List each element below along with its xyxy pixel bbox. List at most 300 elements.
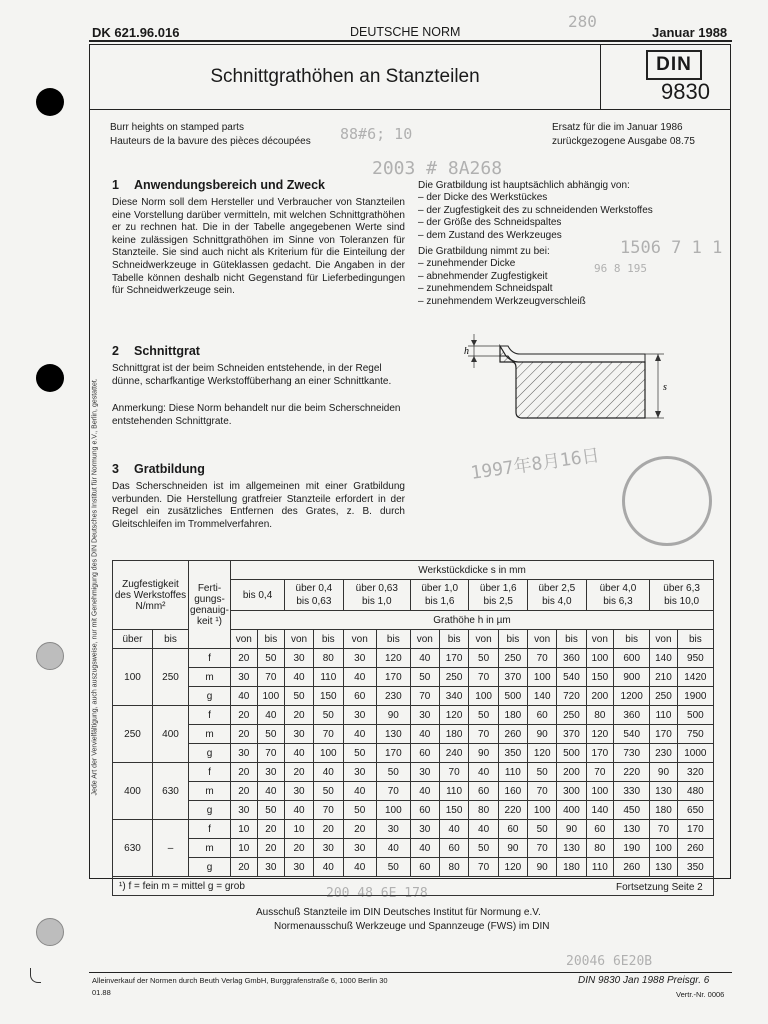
burr-value: 500	[677, 706, 713, 725]
table-row	[113, 858, 714, 877]
burr-value: 30	[285, 858, 314, 877]
workpiece-section	[500, 346, 645, 418]
burr-value: 180	[650, 801, 677, 820]
burr-value: 70	[257, 744, 284, 763]
table-footnote: ¹) f = fein m = mittel g = grob	[113, 877, 714, 896]
header-von: von	[231, 630, 258, 649]
strength-to: 630	[153, 763, 189, 820]
burr-value: 70	[376, 782, 410, 801]
list-item: – der Größe des Schneidspaltes	[418, 217, 653, 230]
list-item: – der Zugfestigkeit des zu schneidenden Werkstoffes	[418, 205, 653, 218]
burr-value: 50	[469, 706, 498, 725]
burr-value: 540	[557, 668, 586, 687]
table-row	[113, 763, 714, 782]
burr-value: 20	[231, 763, 258, 782]
burr-value: 120	[498, 858, 527, 877]
burr-value: 40	[343, 725, 376, 744]
table-row	[113, 725, 714, 744]
burr-value: 20	[285, 763, 314, 782]
burr-value: 730	[614, 744, 650, 763]
header-bis: bis	[557, 630, 586, 649]
section-2-heading	[112, 344, 200, 358]
issue-date: Januar 1988	[652, 25, 728, 40]
thickness-range-to: bis 6,3	[603, 596, 633, 607]
section-2-note: Anmerkung: Diese Norm behandelt nur die beim Scherschneiden entstehenden Schnittgrate.	[112, 403, 401, 427]
round-seal-stamp	[622, 456, 712, 546]
burr-value: 320	[677, 763, 713, 782]
accuracy-grade: f	[189, 649, 231, 668]
burr-arrow-up	[471, 356, 477, 362]
burr-value: 330	[614, 782, 650, 801]
burr-value: 1900	[677, 687, 713, 706]
burr-value: 50	[257, 649, 284, 668]
increase-list	[418, 258, 586, 308]
strength-to: 250	[153, 649, 189, 706]
burr-value: 110	[650, 706, 677, 725]
thickness-range-to: bis 2,5	[483, 596, 513, 607]
burr-value: 50	[313, 782, 343, 801]
section-3-heading	[112, 462, 205, 476]
burr-value: 900	[614, 668, 650, 687]
section-1-text: Diese Norm soll dem Hersteller und Verbraucher von Stanzteilen eine Vorstellung darüber vermitteln, mit welchen Schnittgrathöhen er zu rechnen hat. Die in der Tabelle angegebenen Werte sind keine zulässigen Schnittgrathöhen im Sinne von Toleranzen für Stanzteile. Sie sind auch nicht als Kriterium für die Einteilung der Schneidwerkzeuge in Güteklassen gedacht. Die Angaben in der Tabelle können deshalb nicht Gegenstand für Lieferbedingungen für Schneidwerkzeuge sein.	[112, 197, 405, 297]
burr-value: 260	[614, 858, 650, 877]
burr-value: 950	[677, 649, 713, 668]
burr-value: 50	[376, 763, 410, 782]
burr-value: 50	[343, 744, 376, 763]
footer-date-code: 01.88	[92, 988, 111, 997]
burr-value: 50	[469, 839, 498, 858]
burr-value: 10	[285, 820, 314, 839]
burr-value: 20	[257, 839, 284, 858]
punch-hole-3	[36, 642, 64, 670]
burr-value: 100	[528, 801, 557, 820]
burr-value: 40	[343, 782, 376, 801]
burr-value: 40	[285, 668, 314, 687]
burr-value: 90	[528, 858, 557, 877]
burr-value: 30	[343, 649, 376, 668]
burr-value: 100	[650, 839, 677, 858]
burr-value: 30	[257, 763, 284, 782]
burr-value: 1200	[614, 687, 650, 706]
burr-value: 40	[285, 801, 314, 820]
burr-value: 30	[285, 782, 314, 801]
burr-value: 40	[313, 858, 343, 877]
header-von: von	[343, 630, 376, 649]
replacement-note-2: zurückgezogene Ausgabe 08.75	[552, 136, 695, 147]
header-von: von	[528, 630, 557, 649]
burr-value: 130	[650, 782, 677, 801]
received-stamp-1: 2003 # 8A268	[372, 158, 503, 179]
table-row	[113, 801, 714, 820]
burr-value: 70	[439, 763, 469, 782]
burr-value: 30	[410, 763, 439, 782]
burr-value: 60	[498, 820, 527, 839]
burr-value: 100	[528, 668, 557, 687]
committee-line-2: Normenausschuß Werkzeuge und Spannzeuge (FWS) im DIN	[274, 921, 550, 932]
din-number: 9830	[661, 79, 710, 104]
workpiece-burr	[500, 346, 645, 362]
burr-value: 70	[313, 725, 343, 744]
header-accuracy: Ferti-gungs-genauig-keit ¹)	[189, 561, 231, 649]
burr-value: 260	[498, 725, 527, 744]
received-stamp-2: 1997年8月16日	[469, 445, 601, 484]
burr-value: 50	[376, 858, 410, 877]
dk-number: DK 621.96.016	[92, 25, 180, 40]
table-row	[113, 782, 714, 801]
header-bis: bis	[614, 630, 650, 649]
burr-value: 110	[439, 782, 469, 801]
thickness-range	[410, 580, 469, 611]
margin-mark	[30, 968, 41, 983]
burr-value: 80	[586, 839, 613, 858]
burr-value: 500	[557, 744, 586, 763]
burr-value: 210	[650, 668, 677, 687]
burr-value: 150	[586, 668, 613, 687]
burr-value: 50	[285, 687, 314, 706]
burr-value: 180	[498, 706, 527, 725]
burr-value: 540	[614, 725, 650, 744]
thickness-range	[586, 580, 650, 611]
burr-value: 30	[343, 763, 376, 782]
copyright-side-note: Jede Art der Vervielfältigung, auch auszugsweise, nur mit Genehmigung des DIN Deutsches Institut für Normung e.V., Berlin, gestattet.	[91, 378, 99, 796]
burr-value: 70	[469, 668, 498, 687]
burr-value: 30	[343, 839, 376, 858]
list-item: – zunehmendem Schneidspalt	[418, 283, 586, 296]
accuracy-grade: f	[189, 820, 231, 839]
burr-value: 250	[650, 687, 677, 706]
burr-value: 40	[410, 649, 439, 668]
burr-value: 190	[614, 839, 650, 858]
burr-value: 370	[557, 725, 586, 744]
burr-value: 40	[285, 744, 314, 763]
burr-value: 40	[469, 763, 498, 782]
burr-value: 50	[257, 801, 284, 820]
burr-value: 100	[376, 801, 410, 820]
table-row	[113, 820, 714, 839]
burr-value: 90	[469, 744, 498, 763]
burr-value: 30	[343, 706, 376, 725]
burr-value: 40	[343, 858, 376, 877]
burr-value: 80	[439, 858, 469, 877]
burr-value: 350	[498, 744, 527, 763]
burr-value: 70	[528, 839, 557, 858]
burr-value: 80	[469, 801, 498, 820]
burr-value: 170	[439, 649, 469, 668]
burr-value: 180	[557, 858, 586, 877]
thickness-range-to: bis 1,0	[362, 596, 392, 607]
list-item: – abnehmender Zugfestigkeit	[418, 271, 586, 284]
deutsche-norm-label: DEUTSCHE NORM	[350, 25, 461, 39]
dependency-list	[418, 192, 653, 242]
section-2-number: 2	[112, 344, 119, 358]
burr-value: 40	[257, 782, 284, 801]
strength-from: 100	[113, 649, 153, 706]
header-von: von	[410, 630, 439, 649]
thickness-range-to: bis 0,63	[296, 596, 332, 607]
label-s: s	[663, 382, 667, 393]
header-bis: bis	[498, 630, 527, 649]
burr-value: 750	[677, 725, 713, 744]
burr-figure	[460, 326, 680, 426]
s-arrow-down	[655, 411, 661, 418]
burr-value: 140	[528, 687, 557, 706]
burr-value: 70	[257, 668, 284, 687]
header-von: von	[650, 630, 677, 649]
burr-value: 20	[231, 706, 258, 725]
burr-value: 140	[650, 649, 677, 668]
burr-value: 60	[410, 801, 439, 820]
committee-line-1: Ausschuß Stanzteile im DIN Deutsches Institut für Normung e.V.	[256, 907, 541, 918]
burr-value: 220	[614, 763, 650, 782]
thickness-range	[285, 580, 344, 611]
strength-to: –	[153, 820, 189, 877]
list-item: – zunehmendem Werkzeugverschleiß	[418, 296, 586, 309]
burr-value: 30	[410, 706, 439, 725]
burr-value: 130	[376, 725, 410, 744]
burr-value: 120	[528, 744, 557, 763]
section-2-text: Schnittgrat ist der beim Schneiden entstehende, in der Regel dünne, scharfkantige Werkstoffüberhang an einer Schnittkante.	[112, 363, 392, 387]
din-logo: DIN	[646, 50, 702, 80]
burr-value: 100	[586, 782, 613, 801]
thickness-range-from: über 0,63	[355, 583, 398, 594]
burr-value: 170	[677, 820, 713, 839]
received-stamp-5: 88#6; 10	[340, 125, 413, 143]
punch-hole-4	[36, 918, 64, 946]
footer-publisher: Alleinverkauf der Normen durch Beuth Verlag GmbH, Burggrafenstraße 6, 1000 Berlin 30	[92, 976, 388, 985]
table-header-row	[113, 561, 714, 580]
burr-value: 50	[343, 801, 376, 820]
strength-from: 250	[113, 706, 153, 763]
burr-value: 170	[376, 744, 410, 763]
burr-value: 30	[376, 820, 410, 839]
thickness-range-from: über 6,3	[663, 583, 700, 594]
thickness-range-from: über 1,6	[479, 583, 517, 594]
burr-value: 70	[469, 725, 498, 744]
burr-value: 30	[231, 801, 258, 820]
accuracy-grade: g	[189, 744, 231, 763]
footer-distribution-number: Vertr.-Nr. 0006	[676, 990, 725, 999]
strength-from: 400	[113, 763, 153, 820]
burr-value: 30	[257, 858, 284, 877]
burr-value: 500	[498, 687, 527, 706]
burr-height-table	[112, 560, 714, 896]
burr-value: 600	[614, 649, 650, 668]
accuracy-grade: g	[189, 687, 231, 706]
burr-value: 250	[498, 649, 527, 668]
burr-value: 30	[313, 839, 343, 858]
burr-value: 170	[586, 744, 613, 763]
burr-value: 30	[231, 668, 258, 687]
title-french: Hauteurs de la bavure des pièces découpées	[110, 136, 311, 147]
burr-value: 130	[614, 820, 650, 839]
burr-value: 60	[343, 687, 376, 706]
burr-value: 50	[410, 668, 439, 687]
burr-value: 90	[498, 839, 527, 858]
title-english: Burr heights on stamped parts	[110, 122, 244, 133]
burr-value: 650	[677, 801, 713, 820]
burr-value: 260	[677, 839, 713, 858]
table-row	[113, 706, 714, 725]
thickness-range	[231, 580, 285, 611]
received-stamp-3: 200 48 6E 178	[326, 886, 428, 901]
burr-value: 100	[469, 687, 498, 706]
thickness-range-to: bis 1,6	[424, 596, 455, 607]
burr-value: 40	[410, 725, 439, 744]
punch-hole-2	[36, 364, 64, 392]
burr-value: 70	[469, 858, 498, 877]
header-bis: bis	[439, 630, 469, 649]
section-3-title: Gratbildung	[134, 462, 205, 476]
burr-value: 40	[469, 820, 498, 839]
burr-value: 720	[557, 687, 586, 706]
burr-value: 250	[439, 668, 469, 687]
burr-value: 40	[410, 839, 439, 858]
burr-value: 20	[285, 839, 314, 858]
burr-value: 90	[528, 725, 557, 744]
burr-value: 20	[285, 706, 314, 725]
label-h: h	[464, 346, 469, 357]
burr-value: 400	[557, 801, 586, 820]
burr-value: 70	[650, 820, 677, 839]
s-arrow-up	[655, 354, 661, 361]
table-row	[113, 687, 714, 706]
burr-value: 350	[677, 858, 713, 877]
burr-value: 20	[231, 782, 258, 801]
received-stamp-4: 20046 6E20B	[566, 954, 653, 969]
burr-value: 40	[257, 706, 284, 725]
strength-to: 400	[153, 706, 189, 763]
thickness-range	[528, 580, 587, 611]
burr-value: 70	[313, 801, 343, 820]
burr-value: 170	[376, 668, 410, 687]
header-von: von	[469, 630, 498, 649]
burr-value: 100	[586, 649, 613, 668]
dependency-intro: Die Gratbildung ist hauptsächlich abhängig von:	[418, 180, 630, 191]
increase-intro: Die Gratbildung nimmt zu bei:	[418, 246, 550, 257]
burr-value: 20	[343, 820, 376, 839]
accuracy-grade: g	[189, 858, 231, 877]
accuracy-grade: m	[189, 782, 231, 801]
burr-value: 150	[439, 801, 469, 820]
burr-value: 40	[343, 668, 376, 687]
thickness-range	[469, 580, 528, 611]
header-bis: bis	[677, 630, 713, 649]
accuracy-grade: m	[189, 668, 231, 687]
list-item: – zunehmender Dicke	[418, 258, 586, 271]
burr-value: 370	[498, 668, 527, 687]
accuracy-grade: m	[189, 725, 231, 744]
header-burr-height: Grathöhe h in µm	[231, 611, 714, 630]
thickness-range-from: über 2,5	[538, 583, 576, 594]
burr-value: 50	[469, 649, 498, 668]
burr-value: 220	[498, 801, 527, 820]
footer-din-ref: DIN 9830 Jan 1988 Preisgr. 6	[578, 975, 710, 986]
thickness-range-from: über 1,0	[421, 583, 459, 594]
thickness-range-to: bis 10,0	[664, 596, 700, 607]
burr-value: 80	[313, 649, 343, 668]
table-row	[113, 668, 714, 687]
burr-value: 30	[410, 820, 439, 839]
burr-value: 200	[557, 763, 586, 782]
header-to: bis	[153, 630, 189, 649]
burr-value: 30	[285, 649, 314, 668]
thickness-range-to: bis 4,0	[542, 596, 572, 607]
burr-value: 230	[650, 744, 677, 763]
table-row	[113, 839, 714, 858]
header-thickness: Werkstückdicke s in mm	[231, 561, 714, 580]
received-stamp-6: 280	[568, 12, 597, 31]
burr-value: 180	[439, 725, 469, 744]
burr-value: 60	[410, 858, 439, 877]
accuracy-grade: f	[189, 706, 231, 725]
burr-value: 100	[257, 687, 284, 706]
burr-value: 50	[528, 820, 557, 839]
header-rule	[89, 40, 732, 42]
burr-value: 30	[285, 725, 314, 744]
burr-value: 90	[557, 820, 586, 839]
burr-value: 300	[557, 782, 586, 801]
burr-value: 160	[498, 782, 527, 801]
burr-value: 130	[650, 858, 677, 877]
burr-value: 60	[439, 839, 469, 858]
received-stamp-7: 1506 7 1 1	[620, 238, 723, 258]
thickness-range	[343, 580, 410, 611]
received-stamp-8: 96 8 195	[594, 262, 647, 275]
section-1-number: 1	[112, 178, 119, 192]
header-from: über	[113, 630, 153, 649]
burr-value: 50	[313, 706, 343, 725]
burr-value: 150	[313, 687, 343, 706]
burr-value: 340	[439, 687, 469, 706]
table-row	[113, 649, 714, 668]
burr-value: 110	[586, 858, 613, 877]
burr-value: 250	[557, 706, 586, 725]
burr-value: 40	[410, 782, 439, 801]
list-item: – dem Zustand des Werkzeuges	[418, 230, 653, 243]
burr-value: 30	[231, 744, 258, 763]
footer-rule	[89, 972, 732, 973]
burr-value: 20	[257, 820, 284, 839]
thickness-range	[650, 580, 714, 611]
burr-value: 480	[677, 782, 713, 801]
burr-value: 60	[528, 706, 557, 725]
burr-value: 140	[586, 801, 613, 820]
burr-value: 70	[586, 763, 613, 782]
accuracy-grade: m	[189, 839, 231, 858]
burr-value: 110	[313, 668, 343, 687]
header-tensile-strength: Zugfestigkeit des Werkstoffes N/mm²	[113, 561, 189, 630]
burr-value: 10	[231, 820, 258, 839]
section-2-title: Schnittgrat	[134, 344, 200, 358]
burr-value: 170	[650, 725, 677, 744]
burr-value: 60	[586, 820, 613, 839]
punch-hole-1	[36, 88, 64, 116]
burr-value: 70	[528, 782, 557, 801]
thickness-range-from: über 4,0	[599, 583, 637, 594]
burr-value: 50	[528, 763, 557, 782]
burr-arrow-down	[471, 340, 477, 346]
document-title: Schnittgrathöhen an Stanzteilen	[90, 45, 601, 109]
burr-value: 200	[586, 687, 613, 706]
header-bis: bis	[313, 630, 343, 649]
header-von: von	[285, 630, 314, 649]
burr-value: 360	[557, 649, 586, 668]
burr-value: 70	[410, 687, 439, 706]
burr-value: 90	[376, 706, 410, 725]
burr-value: 130	[557, 839, 586, 858]
burr-value: 1420	[677, 668, 713, 687]
continuation-note: Fortsetzung Seite 2	[616, 882, 703, 893]
